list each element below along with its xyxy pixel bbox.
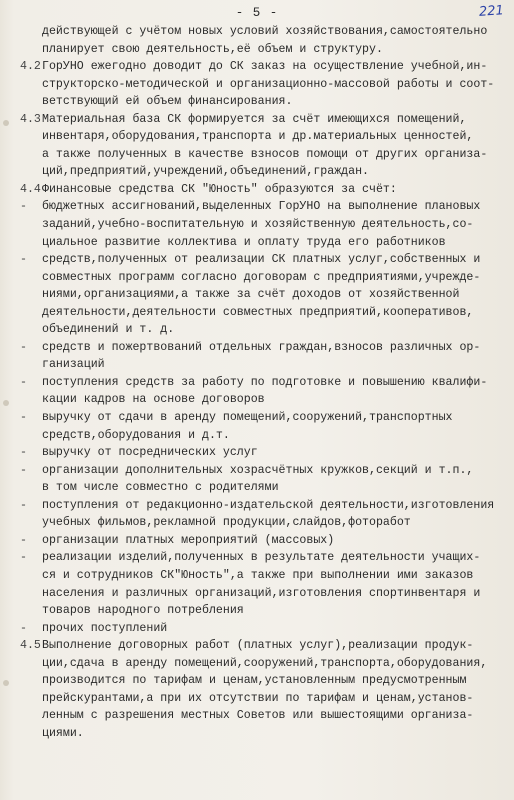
text-line bbox=[20, 374, 506, 392]
text-line bbox=[20, 427, 506, 445]
section-number bbox=[20, 321, 42, 339]
list-bullet: - bbox=[20, 533, 27, 547]
text-line bbox=[20, 93, 506, 111]
line-text: средств,оборудования и д.т. bbox=[42, 428, 230, 442]
line-text: производится по тарифам и ценам,установленным предусмотренным bbox=[42, 674, 467, 688]
line-text: объединений и т. д. bbox=[42, 323, 175, 337]
section-number bbox=[20, 76, 42, 94]
text-line bbox=[20, 497, 506, 515]
section-number bbox=[20, 216, 42, 234]
line-text: организации дополнительных хозрасчётных кружков,секций и т.п., bbox=[42, 463, 474, 477]
section-number bbox=[20, 585, 42, 603]
line-text: средств и пожертвований отдельных граждан,взносов различных ор- bbox=[42, 340, 481, 354]
text-line bbox=[20, 128, 506, 146]
archive-page-number: 221 bbox=[478, 3, 505, 20]
line-text: в том числе совместно с родителями bbox=[42, 481, 279, 495]
text-line bbox=[20, 216, 506, 234]
line-text: выручку от сдачи в аренду помещений,сооружений,транспортных bbox=[42, 411, 453, 425]
section-number bbox=[20, 479, 42, 497]
section-number bbox=[20, 234, 42, 252]
section-number bbox=[20, 707, 42, 725]
line-text: ганизаций bbox=[42, 358, 105, 372]
text-line bbox=[20, 725, 506, 743]
text-line bbox=[20, 672, 506, 690]
section-number bbox=[20, 391, 42, 409]
line-text: структорско-методической и организационно-массовой работы и соот- bbox=[42, 77, 495, 91]
list-bullet: - bbox=[20, 463, 27, 477]
section-number bbox=[20, 690, 42, 708]
text-line bbox=[20, 409, 506, 427]
section-number bbox=[20, 655, 42, 673]
text-line bbox=[20, 304, 506, 322]
text-line bbox=[20, 690, 506, 708]
line-text: Финансовые средства СК "Юность" образуются за счёт: bbox=[42, 182, 397, 196]
line-text: ленным с разрешения местных Советов или вышестоящими организа- bbox=[42, 709, 474, 723]
text-line bbox=[20, 479, 506, 497]
section-number bbox=[20, 41, 42, 59]
section-number bbox=[20, 286, 42, 304]
list-bullet: - bbox=[20, 621, 27, 635]
text-line bbox=[20, 602, 506, 620]
list-bullet: - bbox=[20, 375, 27, 389]
line-text: заданий,учебно-воспитательную и хозяйственную деятельность,со- bbox=[42, 218, 474, 232]
text-line bbox=[20, 356, 506, 374]
line-text: планирует свою деятельность,её объем и структуру. bbox=[42, 42, 383, 56]
line-text: реализации изделий,полученных в результате деятельности учащих- bbox=[42, 551, 481, 565]
line-text: Выполнение договорных работ (платных услуг),реализации продук- bbox=[42, 639, 474, 653]
line-text: выручку от посреднических услуг bbox=[42, 446, 258, 460]
text-line bbox=[20, 339, 506, 357]
section-number bbox=[20, 93, 42, 111]
line-text: инвентаря,оборудования,транспорта и др.материальных ценностей, bbox=[42, 130, 474, 144]
list-bullet: - bbox=[20, 200, 27, 214]
text-line bbox=[20, 146, 506, 164]
text-line bbox=[20, 585, 506, 603]
text-line bbox=[20, 549, 506, 567]
section-number: 4.3 bbox=[20, 112, 41, 126]
text-line bbox=[20, 391, 506, 409]
line-text: поступления от редакционно-издательской деятельности,изготовления bbox=[42, 498, 495, 512]
document-body bbox=[20, 23, 506, 742]
section-number bbox=[20, 128, 42, 146]
line-text: циальное развитие коллектива и оплату труда его работников bbox=[42, 235, 446, 249]
section-number bbox=[20, 146, 42, 164]
list-bullet: - bbox=[20, 411, 27, 425]
text-line bbox=[20, 251, 506, 269]
line-text: циями. bbox=[42, 726, 84, 740]
section-number: 4.4 bbox=[20, 182, 41, 196]
text-line bbox=[20, 269, 506, 287]
page-number: - 5 - bbox=[235, 6, 279, 20]
line-text: ГорУНО ежегодно доводит до СК заказ на осуществление учебной,ин- bbox=[42, 60, 488, 74]
section-number: 4.5 bbox=[20, 639, 41, 653]
line-text: ветствующий ей объем финансирования. bbox=[42, 95, 293, 109]
text-line bbox=[20, 637, 506, 655]
line-text: действующей с учётом новых условий хозяйствования,самостоятельно bbox=[42, 25, 488, 38]
list-bullet: - bbox=[20, 498, 27, 512]
line-text: поступления средств за работу по подготовке и повышению квалифи- bbox=[42, 375, 488, 389]
text-line bbox=[20, 76, 506, 94]
line-text: прочих поступлений bbox=[42, 621, 168, 635]
section-number: 4.2 bbox=[20, 60, 41, 74]
text-line bbox=[20, 181, 506, 199]
section-number bbox=[20, 269, 42, 287]
text-line bbox=[20, 58, 506, 76]
section-number bbox=[20, 725, 42, 743]
line-text: средств,полученных от реализации СК платных услуг,собственных и bbox=[42, 253, 481, 267]
text-line bbox=[20, 707, 506, 725]
line-text: организации платных мероприятий (массовых) bbox=[42, 533, 335, 547]
section-number bbox=[20, 672, 42, 690]
text-line bbox=[20, 286, 506, 304]
line-text: совместных программ согласно договорам с предприятиями,учрежде- bbox=[42, 270, 481, 284]
text-line bbox=[20, 163, 506, 181]
section-number bbox=[20, 514, 42, 532]
text-line bbox=[20, 111, 506, 129]
text-line bbox=[20, 23, 506, 41]
section-number bbox=[20, 602, 42, 620]
line-text: учебных фильмов,рекламной продукции,слайдов,фоторабот bbox=[42, 516, 411, 530]
text-line bbox=[20, 198, 506, 216]
section-number bbox=[20, 23, 42, 41]
list-bullet: - bbox=[20, 253, 27, 267]
line-text: ций,предприятий,учреждений,объединений,граждан. bbox=[42, 165, 369, 179]
list-bullet: - bbox=[20, 551, 27, 565]
section-number bbox=[20, 356, 42, 374]
text-line bbox=[20, 234, 506, 252]
line-text: кации кадров на основе договоров bbox=[42, 393, 265, 407]
line-text: ся и сотрудников СК"Юность",а также при выполнении ими заказов bbox=[42, 568, 474, 582]
line-text: бюджетных ассигнований,выделенных ГорУНО на выполнение плановых bbox=[42, 200, 481, 214]
text-line bbox=[20, 514, 506, 532]
line-text: товаров народного потребления bbox=[42, 604, 244, 618]
line-text: Материальная база СК формируется за счёт имеющихся помещений, bbox=[42, 112, 467, 126]
text-line bbox=[20, 444, 506, 462]
section-number bbox=[20, 304, 42, 322]
line-text: населения и различных организаций,изготовления спортинвентаря и bbox=[42, 586, 481, 600]
line-text: а также полученных в качестве взносов помощи от других организа- bbox=[42, 147, 488, 161]
section-number bbox=[20, 163, 42, 181]
text-line bbox=[20, 462, 506, 480]
text-line bbox=[20, 321, 506, 339]
line-text: ции,сдача в аренду помещений,сооружений,транспорта,оборудования, bbox=[42, 656, 488, 670]
text-line bbox=[20, 655, 506, 673]
line-text: прейскурантами,а при их отсутствии по тарифам и ценам,установ- bbox=[42, 691, 474, 705]
text-line bbox=[20, 620, 506, 638]
line-text: ниями,организациями,а также за счёт доходов от хозяйственной bbox=[42, 288, 460, 302]
text-line bbox=[20, 567, 506, 585]
text-line bbox=[20, 41, 506, 59]
list-bullet: - bbox=[20, 340, 27, 354]
list-bullet: - bbox=[20, 446, 27, 460]
line-text: деятельности,деятельности совместных предприятий,кооперативов, bbox=[42, 305, 474, 319]
section-number bbox=[20, 567, 42, 585]
text-line bbox=[20, 532, 506, 550]
section-number bbox=[20, 427, 42, 445]
